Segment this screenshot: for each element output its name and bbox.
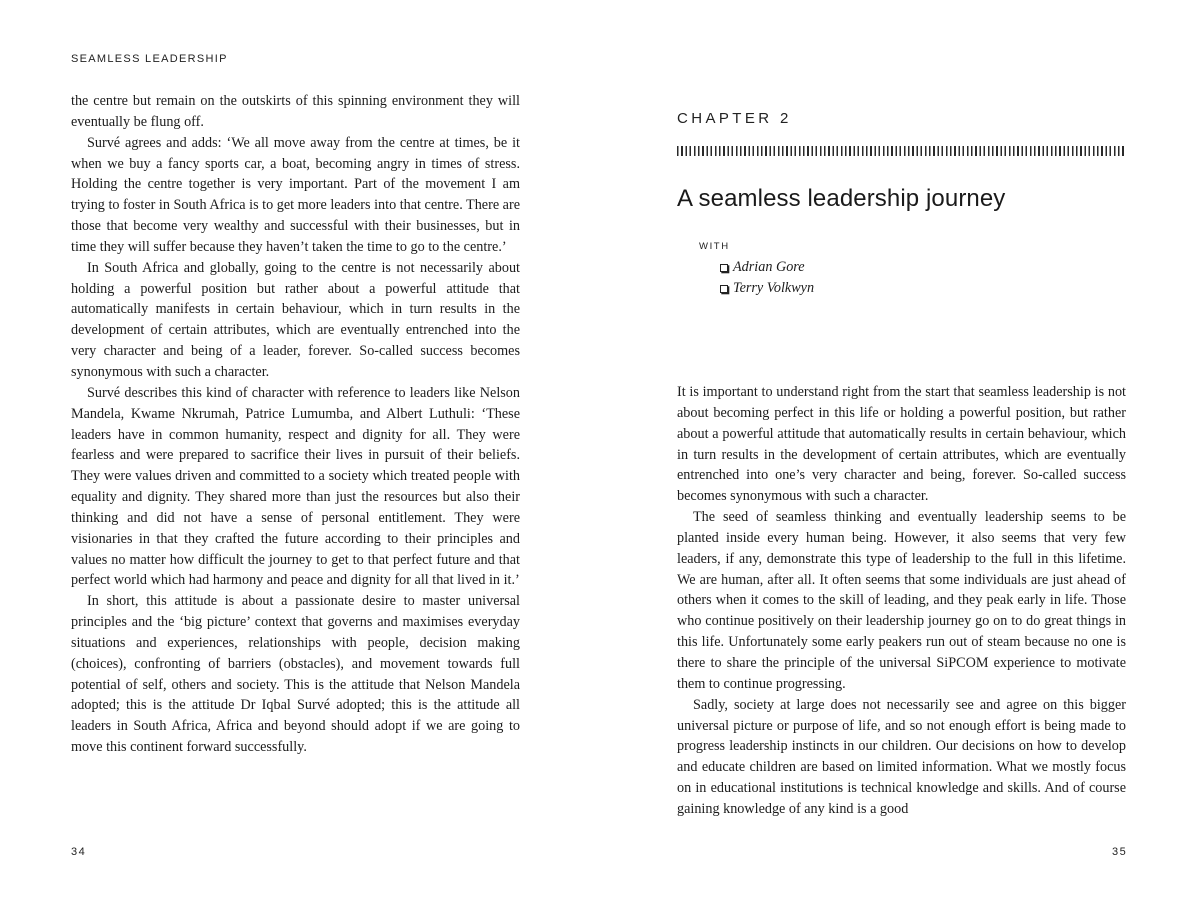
contributor-name: Adrian Gore bbox=[733, 259, 805, 275]
contributor-item bbox=[720, 278, 814, 299]
contributor-item bbox=[720, 257, 814, 278]
paragraph: Survé describes this kind of character with reference to leaders like Nelson Mandela, Kwame Nkrumah, Patrice Lumumba, and Albert Luthuli: ‘These leaders have in common humanity, respect and dignity for all. They were fearless and were prepared to sacrifice their lives in pursuit of their beliefs. They were values driven and committed to a society which treated people with equality and dignity. They shared more than just the resources but also their thinking and did not have a sense of personal entitlement. They were visionaries in that they crafted the future according to their principles and values no matter how difficult the journey to get to that perfect future and that perfect world which had harmony and peace and dignity for all that lived in it.’ bbox=[71, 384, 520, 589]
chapter-label: CHAPTER 2 bbox=[677, 110, 792, 127]
page-number: 35 bbox=[1112, 846, 1128, 858]
checkbox-bullet-icon bbox=[720, 264, 728, 272]
paragraph: The seed of seamless thinking and eventually leadership seems to be planted inside every human being. However, it also seems that very few leaders, if any, demonstrate this type of leadership to the full in this lifetime. We are human, after all. It often seems that some individuals are just ahead of others when it comes to the skill of leading, and they peak early in life. Those who continue positively on their leadership journey go on to do great things in this life. Unfortunately some early peakers run out of steam because no one is there to share the principle of the universal SiPCOM experience to motivate them to continue progressing. bbox=[677, 509, 1126, 692]
with-label: WITH bbox=[699, 241, 730, 252]
left-page bbox=[0, 0, 598, 917]
left-body-text bbox=[71, 91, 520, 758]
paragraph: It is important to understand right from the start that seamless leadership is not about becoming perfect in this life or holding a powerful position, but rather about a powerful attitude that automatically results in certain behaviour, which in turn results in the development of certain attributes, which are eventually entrenched into one’s very character and being, forever. So-called success becomes synonymous with such a character. bbox=[677, 384, 1126, 505]
paragraph: In short, this attitude is about a passionate desire to master universal principles and the ‘big picture’ context that governs and maximises everyday situations and experiences, relationships with people, decision making (choices), confronting of barriers (obstacles), and movement towards full potential of self, others and society. This is the attitude that Nelson Mandela adopted; this is the attitude Dr Iqbal Survé adopted; this is the attitude all leaders in South Africa, Africa and beyond should adopt if we are going to move this continent forward successfully. bbox=[71, 593, 520, 756]
checkbox-bullet-icon bbox=[720, 285, 728, 293]
right-body-text bbox=[677, 382, 1126, 820]
paragraph: In South Africa and globally, going to the centre is not necessarily about holding a powerful position but rather about a powerful attitude that automatically manifests in certain behaviour, which in turn results in the development of certain attributes, which are eventually entrenched into the very character and being of a leader, forever. So-called success becomes synonymous with such a character. bbox=[71, 259, 520, 380]
contributor-name: Terry Volkwyn bbox=[733, 280, 815, 296]
page-number: 34 bbox=[71, 846, 87, 858]
right-page bbox=[598, 0, 1197, 917]
running-head: SEAMLESS LEADERSHIP bbox=[71, 53, 228, 65]
decorative-tick-rule bbox=[677, 146, 1126, 156]
paragraph: Survé agrees and adds: ‘We all move away from the centre at times, be it when we buy a fancy sports car, a boat, becoming angry in times of stress. Holding the centre together is very important. Part of the movement I am trying to foster in South Africa is to get more leaders into that centre. There are those that become very wealthy and successful with their businesses, but in time they will suffer because they haven’t taken the time to go to the centre.’ bbox=[71, 134, 520, 255]
contributor-list bbox=[720, 257, 814, 299]
paragraph: the centre but remain on the outskirts of this spinning environment they will eventually be flung off. bbox=[71, 93, 520, 130]
chapter-title: A seamless leadership journey bbox=[677, 185, 1006, 212]
paragraph: Sadly, society at large does not necessarily see and agree on this bigger universal picture or purpose of life, and so not enough effort is being made to progress leadership instincts in our children. Our decisions on how to develop and educate children are based on limited information. What we mostly focus on in educational institutions is technical knowledge and skills. And of course gaining knowledge of any kind is a good bbox=[677, 696, 1126, 817]
